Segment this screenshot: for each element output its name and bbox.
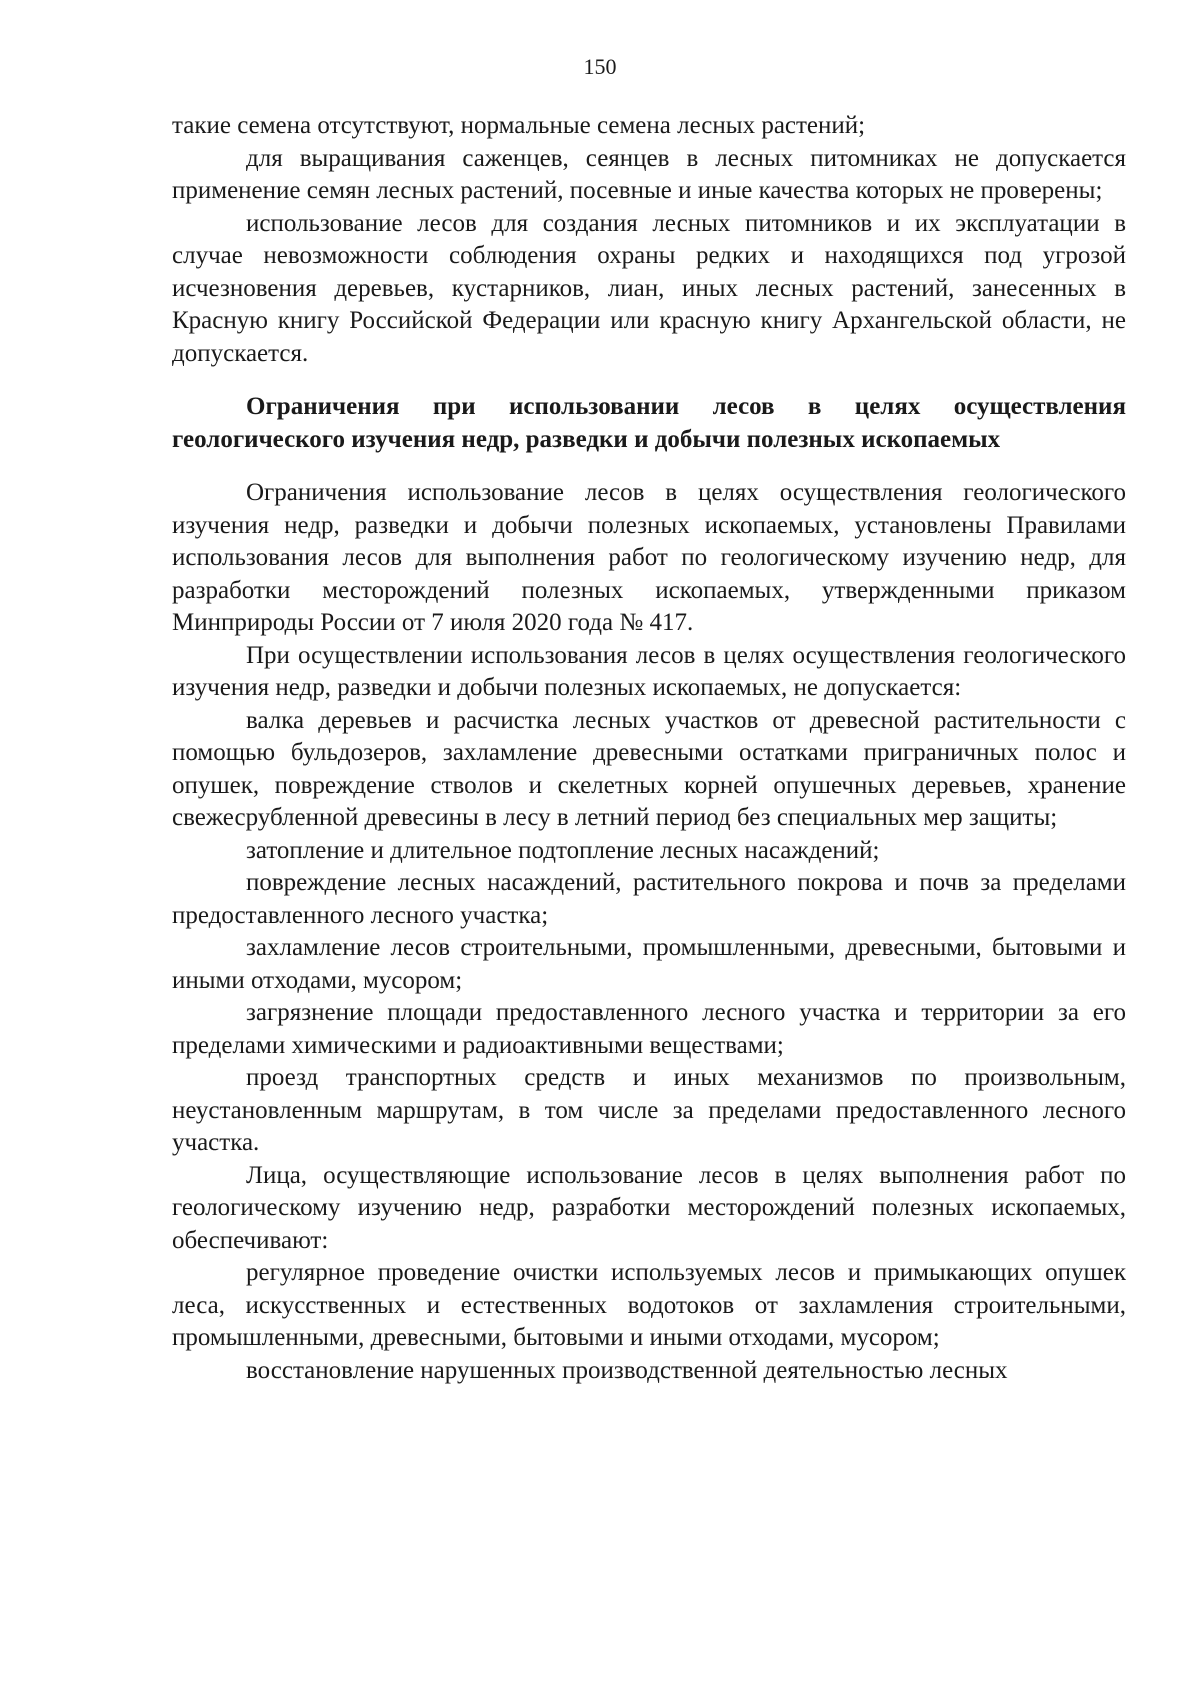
body-paragraph: восстановление нарушенных производственной деятельностью лесных [246,1356,1008,1384]
body-paragraph: Лица, осуществляющие использование лесов в целях выполнения работ по геологическому изучению недр, разработки месторождений полезных ископаемых, обеспечивают: [172,1161,1126,1254]
body-paragraph: загрязнение площади предоставленного лесного участка и территории за его пределами химическими и радиоактивными веществами; [172,999,1126,1059]
page-number: 150 [583,54,617,79]
body-paragraph: повреждение лесных насаждений, растительного покрова и почв за пределами предоставленного лесного участка; [172,869,1126,929]
body-paragraph: Ограничения использование лесов в целях осуществления геологического изучения недр, разведки и добычи полезных ископаемых, установлены Правилами использования лесов для выполнения работ по геологическому изучению недр, для разработки месторождений полезных ископаемых, утвержденными приказом Минприроды России от 7 июля 2020 года № 417. [172,479,1126,636]
body-paragraph: захламление лесов строительными, промышленными, древесными, бытовыми и иными отходами, мусором; [172,934,1126,994]
body-paragraph: проезд транспортных средств и иных механизмов по произвольным, неустановленным маршрутам, в том числе за пределами предоставленного лесного участка. [172,1064,1126,1156]
document-body [172,110,1126,1387]
body-paragraph: для выращивания саженцев, сеянцев в лесных питомниках не допускается применение семян лесных растений, посевные и иные качества которых не проверены; [172,144,1126,204]
body-paragraph: затопление и длительное подтопление лесных насаждений; [246,836,880,864]
body-paragraph: использование лесов для создания лесных питомников и их эксплуатации в случае невозможности соблюдения охраны редких и находящихся под угрозой исчезновения деревьев, кустарников, лиан, иных лесных растений, занесенных в Красную книгу Российской Федерации или красную книгу Архангельской области, не допускается. [172,209,1126,367]
section-heading: Ограничения при использовании лесов в целях осуществления геологического изучения недр, разведки и добычи полезных ископаемых [172,393,1126,453]
body-paragraph: валка деревьев и расчистка лесных участков от древесной растительности с помощью бульдозеров, захламление древесными остатками приграничных полос и опушек, повреждение стволов и скелетных корней опушечных деревьев, хранение свежесрубленной древесины в лесу в летний период без специальных мер защиты; [172,706,1126,831]
body-paragraph: регулярное проведение очистки используемых лесов и примыкающих опушек леса, искусственных и естественных водотоков от захламления строительными, промышленными, древесными, бытовыми и иными отходами, мусором; [172,1259,1126,1351]
body-paragraph: При осуществлении использования лесов в целях осуществления геологического изучения недр, разведки и добычи полезных ископаемых, не допускается: [172,641,1126,701]
body-paragraph: такие семена отсутствуют, нормальные семена лесных растений; [172,112,866,139]
